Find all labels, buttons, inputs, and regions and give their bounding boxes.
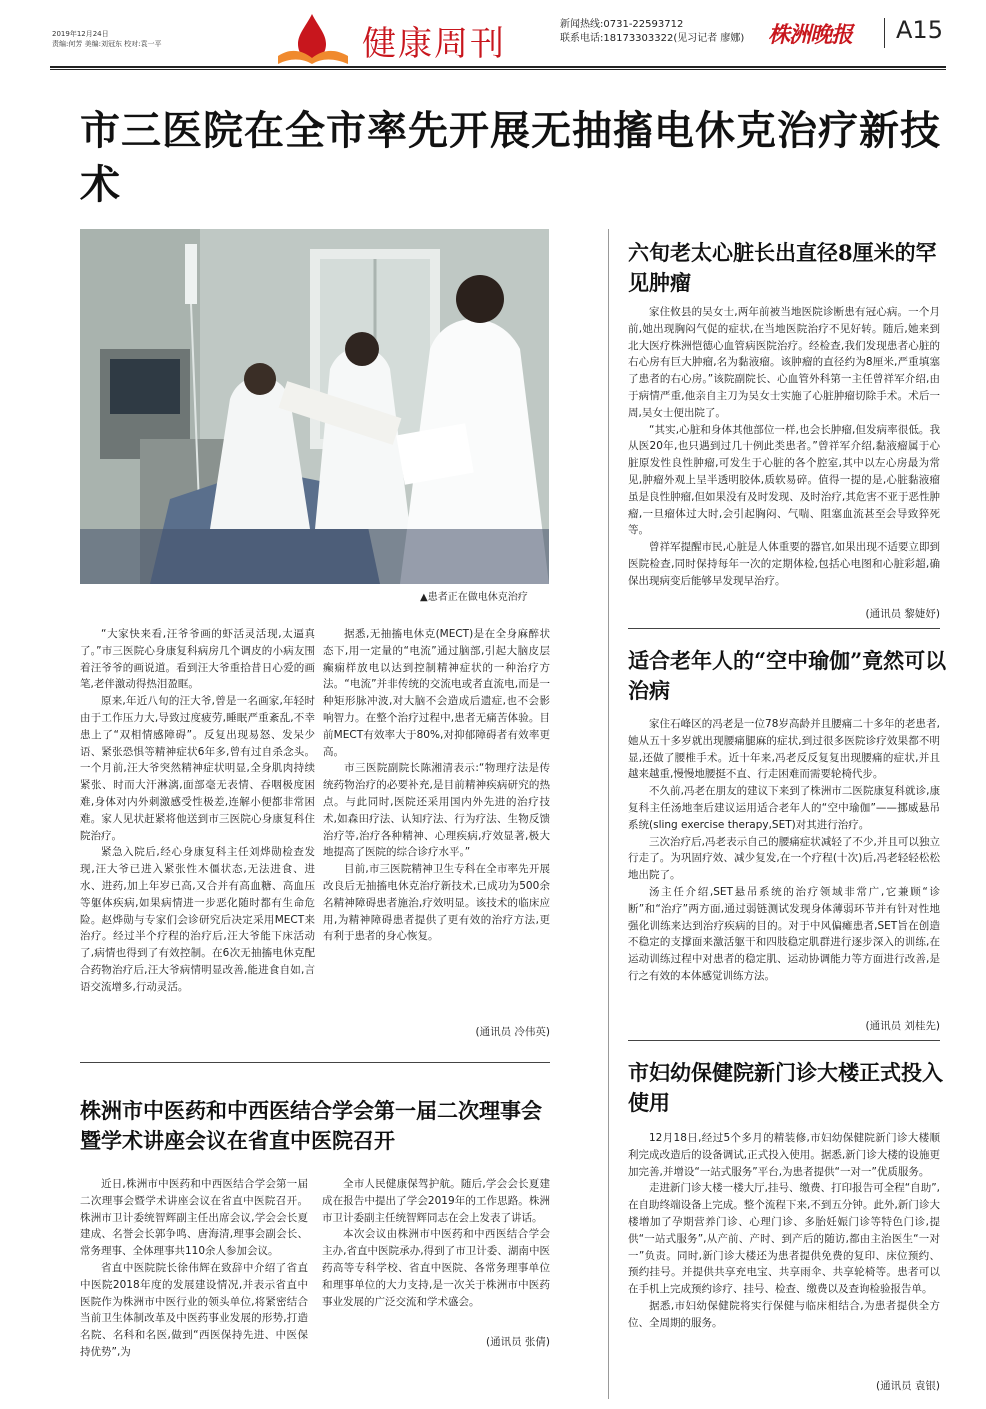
- lead-paragraph: 市三医院副院长陈湘清表示:“物理疗法是传统药物治疗的必要补充,是目前精神疾病研究的热点。与此同时,医院还采用国内外先进的治疗技术,如森田疗法、认知疗法、行为疗法、生物反馈治疗等,治疗各种精神、心理疾病,疗效显著,极大地提高了医院的综合诊疗水平。”: [323, 762, 550, 859]
- photo-caption: ▲患者正在做电休克治疗: [420, 592, 528, 603]
- column-divider: [608, 229, 609, 1399]
- lead-column-2: [323, 626, 550, 945]
- section-divider: [628, 628, 940, 629]
- hotline-number: 新闻热线:0731-22593712: [560, 19, 684, 30]
- article-c-byline: (通讯员 袁银): [875, 1380, 940, 1392]
- news-hotline: [560, 18, 744, 46]
- article-b-paragraph: 家住石峰区的冯老是一位78岁高龄并且腰痛二十多年的老患者,她从五十多岁就出现腰痛腿麻的症状,到过很多医院诊疗效果都不明显,还做了腰椎手术。近十年来,冯老反反复复出现腰痛的症状,并且越来越重,慢慢地腰挺不直、行走困难而需要轮椅代步。: [628, 718, 940, 781]
- article-d-column-2: [322, 1176, 550, 1310]
- article-a-paragraph: 家住攸县的吴女士,两年前被当地医院诊断患有冠心病。一个月前,她出现胸闷气促的症状,在当地医院治疗不见好转。随后,她来到北大医疗株洲恺德心血管病医院治疗。经检查,我们发现患者心脏的右心房有巨大肿瘤,名为黏液瘤。该肿瘤的直径约为8厘米,严重填塞了患者的右心房。”该院副院长、心血管外科第一主任曾祥军介绍,由于病情严重,他亲自主刀为吴女士实施了心脏肿瘤切除手术。术后一周,吴女士便出院了。: [628, 306, 940, 419]
- article-c-paragraph: 12月18日,经过5个多月的精装修,市妇幼保健院新门诊大楼顺利完成改造后的设备调试,正式投入使用。据悉,新门诊大楼的设施更加完善,并增设“一站式服务”平台,为患者提供“一对一”优质服务。: [628, 1132, 940, 1178]
- article-b-byline: (通讯员 刘桂先): [865, 1020, 940, 1032]
- lead-headline: 市三医院在全市率先开展无抽搐电休克治疗新技术: [80, 108, 941, 208]
- article-a-body: [628, 304, 940, 590]
- article-b-headline: 适合老年人的“空中瑜伽”竟然可以治病: [628, 648, 947, 703]
- article-c-body: [628, 1130, 940, 1332]
- section-title: 健康周刊: [362, 24, 506, 64]
- header-rule: [50, 66, 946, 68]
- article-a-paragraph: 曾祥军提醒市民,心脏是人体重要的器官,如果出现不适要立即到医院检查,同时保持每年一次的定期体检,包括心电图和心脏彩超,确保出现病变后能够早发现早治疗。: [628, 541, 940, 587]
- contact-number: 联系电话:18173303322(见习记者 廖娜): [560, 33, 745, 44]
- issue-date: 2019年12月24日: [52, 30, 109, 38]
- header-separator: [884, 18, 885, 48]
- section-divider: [628, 1040, 940, 1041]
- article-c-paragraph: 据悉,市妇幼保健院将实行保健与临床相结合,为患者提供全方位、全周期的服务。: [628, 1299, 940, 1329]
- article-c-paragraph: 走进新门诊大楼一楼大厅,挂号、缴费、打印报告可全程“自助”,在自助终端设备上完成。整个流程下来,不到五分钟。此外,新门诊大楼增加了孕期营养门诊、心理门诊、多胎妊娠门诊等特色门诊,提供“一站式服务”,从产前、产时、到产后的随访,都由主治医生“一对一”负责。同时,新门诊大楼还为患者提供免费的复印、床位预约、预约挂号。并提供共享充电宝、共享雨伞、共享轮椅等。患者可以在手机上完成预约诊疗、挂号、检查、缴费以及查询检验报告单。: [628, 1182, 940, 1296]
- lead-paragraph: 据悉,无抽搐电休克(MECT)是在全身麻醉状态下,用一定量的“电流”通过脑部,引起大脑皮层癫痫样放电以达到控制精神症状的一种治疗方法。“电流”并非传统的交流电或者直流电,而是一种矩形脉冲波,对大脑不会造成后遗症,也不会影响智力。在整个治疗过程中,患者无痛苦体验。目前MECT有效率大于80%,对抑郁障碍者有效率更高。: [323, 628, 550, 758]
- article-d-paragraph: 近日,株洲市中医药和中西医结合学会第一届二次理事会暨学术讲座会议在省直中医院召开。株洲市卫计委统智辉副主任出席会议,学会会长夏建成、名誉会长郭争鸣、唐海清,理事会副会长、常务理事、全体理事共110余人参加会议。: [80, 1178, 308, 1258]
- article-b-paragraph: 不久前,冯老在朋友的建议下来到了株洲市二医院康复科就诊,康复科主任汤地奎后建议运用适合老年人的“空中瑜伽”——挪威悬吊系统(sling exercise therapy,SET)对其进行治疗。: [628, 785, 940, 831]
- article-d-paragraph: 省直中医院院长徐伟辉在致辞中介绍了省直中医院2018年度的发展建设情况,并表示省直中医院作为株洲市中医行业的领头单位,将紧密结合当前卫生体制改革及中医药事业发展的形势,打造名院、名科和名医,做到“西医保持先进、中医保持优势”,为: [80, 1261, 308, 1358]
- article-d-column-1: [80, 1176, 308, 1361]
- header-rule-thin: [50, 69, 946, 70]
- article-d-byline: (通讯员 张倩): [485, 1336, 550, 1348]
- lead-paragraph: 原来,年近八旬的汪大爷,曾是一名画家,年轻时由于工作压力大,导致过度疲劳,睡眠严重紊乱,不幸患上了“双相情感障碍”。反复出现易怒、发呆少语、紧张恐惧等精神症状6年多,曾有过自杀念头。一个月前,汪大爷突然精神症状明显,全身肌肉持续紧张、时而大汗淋漓,面部毫无表情、吞咽极度困难,身体对内外刺激感受性极差,连解小便都非常困难。家人见状赶紧将他送到市三医院心身康复科住院治疗。: [80, 695, 315, 842]
- lead-paragraph: 目前,市三医院精神卫生专科在全市率先开展改良后无抽搐电休克治疗新技术,已成功为500余名精神障碍患者施治,疗效明显。该技术的临床应用,为精神障碍患者提供了更有效的治疗方法,更有利于患者的身心恢复。: [323, 863, 550, 943]
- page-number: A15: [896, 16, 943, 44]
- article-d-paragraph: 全市人民健康保驾护航。随后,学会会长夏建成在报告中提出了学会2019年的工作思路。株洲市卫计委副主任统智辉同志在会上发表了讲话。: [322, 1178, 550, 1224]
- section-logo-icon: [268, 12, 358, 66]
- lead-paragraph: 紧急入院后,经心身康复科主任刘烨勋检查发现,汪大爷已进入紧张性木僵状态,无法进食、进水、进药,加上年岁已高,又合并有高血糖、高血压等躯体疾病,如果病情进一步恶化随时都有生命危险。赵烨勋与专家们会诊研究后决定采用MECT来治疗。经过半个疗程的治疗后,汪大爷能下床活动了,病情也得到了有效控制。在6次无抽搐电休克配合药物治疗后,汪大爷病情明显改善,能进食自如,言语交流增多,行动灵活。: [80, 846, 315, 993]
- section-divider: [80, 1062, 550, 1063]
- article-d-paragraph: 本次会议由株洲市中医药和中西医结合学会主办,省直中医院承办,得到了市卫计委、湖南中医药高等专科学校、省直中医院、各常务理事单位和理事单位的大力支持,是一次关于株洲市中医药事业发展的广泛交流和学术盛会。: [322, 1228, 550, 1308]
- article-b-paragraph: 三次治疗后,冯老表示自己的腰痛症状减轻了不少,并且可以独立行走了。为巩固疗效、减少复发,在一个疗程(十次)后,冯老轻轻松松地出院了。: [628, 835, 940, 882]
- article-c-headline: 市妇幼保健院新门诊大楼正式投入使用: [628, 1060, 943, 1115]
- article-d-headline: 株洲市中医药和中西医结合学会第一届二次理事会暨学术讲座会议在省直中医院召开: [80, 1098, 542, 1153]
- newspaper-name: 株洲晚报: [768, 22, 853, 48]
- lead-paragraph: “大家快来看,汪爷爷画的虾活灵活现,太逼真了。”市三医院心身康复科病房几个调皮的小病友围着汪爷爷的画说道。看到汪大爷重拾昔日心爱的画笔,老伴激动得热泪盈眶。: [80, 628, 315, 691]
- article-a-paragraph: “其实,心脏和身体其他部位一样,也会长肿瘤,但发病率很低。我从医20年,也只遇到过几十例此类患者。”曾祥军介绍,黏液瘤属于心脏原发性良性肿瘤,可发生于心脏的各个腔室,其中以左心房最为常见,肿瘤外观上呈半透明胶体,质软易碎。值得一提的是,心脏黏液瘤虽是良性肿瘤,但如果没有及时发现、及时治疗,其危害不亚于恶性肿瘤,一旦瘤体过大时,会引起胸闷、气喘、阻塞血流甚至会导致猝死等。: [628, 423, 940, 537]
- editor-credits: 责编:何芳 美编:刘冠东 校对:袁一平: [52, 40, 162, 48]
- article-a-headline: 六旬老太心脏长出直径8厘米的罕见肿瘤: [628, 240, 937, 295]
- lead-byline: (通讯员 冷伟英): [475, 1026, 550, 1038]
- article-b-body: [628, 716, 940, 985]
- article-b-paragraph: 汤主任介绍,SET悬吊系统的治疗领域非常广,它兼顾“诊断”和“治疗”两方面,通过弱链测试发现身体薄弱环节并有针对性地强化训练来达到治疗疾病的目的。对于中风偏瘫患者,SET旨在创造不稳定的支撑面来激活躯干和四肢稳定肌群进行逐步深入的训练,在运动训练过程中对患者的稳定肌、运动协调能力等方面进行改善,是行之有效的本体感觉训练方法。: [628, 885, 940, 982]
- treatment-photo: [80, 229, 549, 584]
- article-a-byline: (通讯员 黎婕妤): [865, 608, 940, 620]
- lead-column-1: [80, 626, 315, 996]
